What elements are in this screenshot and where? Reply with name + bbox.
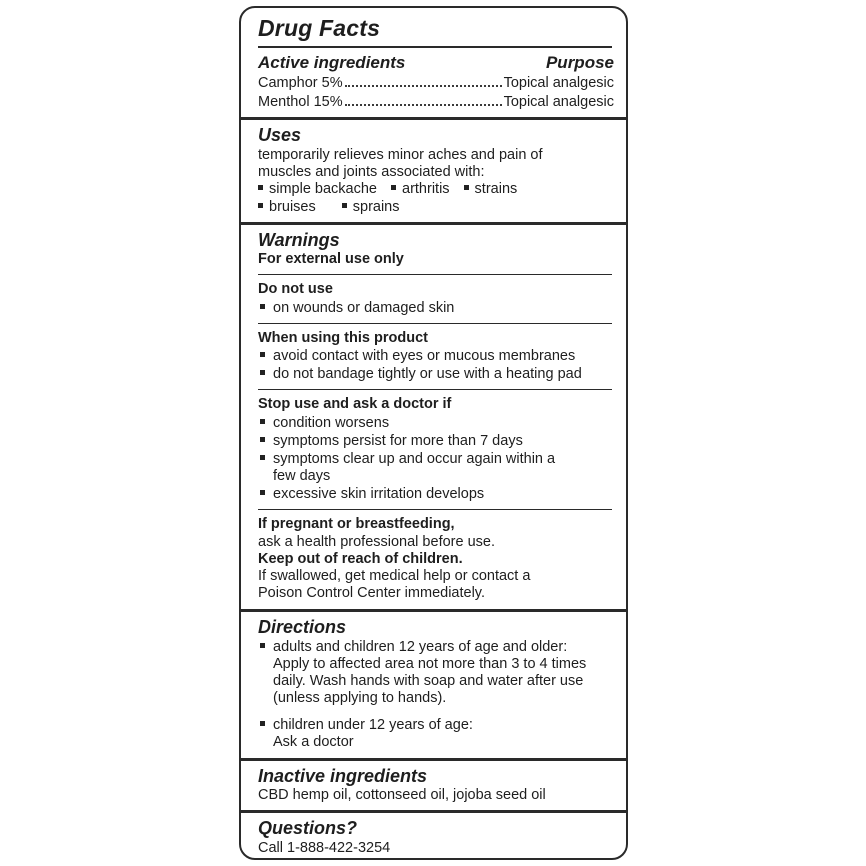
section-questions (241, 810, 626, 860)
uses-item (258, 199, 316, 217)
directions-heading: Directions (258, 616, 347, 637)
directions-body: Apply to affected area not more than 3 to 4 times daily. Wash hands with soap and water after use (unless applying to hands). (273, 656, 587, 707)
bullet-icon (464, 185, 469, 190)
active-ingredient-row (258, 94, 614, 111)
active-ingredients-header-row (258, 53, 614, 73)
warning-bullet-text: avoid contact with eyes or mucous membranes (273, 348, 576, 365)
uses-item-label: sprains (352, 198, 400, 215)
warning-bullet (258, 366, 614, 383)
leader-dots (345, 85, 502, 87)
bullet-icon (391, 185, 396, 190)
uses-item (342, 199, 400, 217)
drug-facts-title: Drug Facts (258, 15, 381, 41)
active-ingredient-row (258, 75, 614, 92)
uses-item-label: arthritis (402, 181, 450, 198)
warnings-divider (258, 509, 612, 510)
section-active-ingredients (241, 8, 626, 117)
bullet-icon (260, 455, 265, 460)
inactive-ingredients-text: CBD hemp oil, cottonseed oil, jojoba seed oil (258, 787, 546, 804)
bullet-icon (342, 203, 347, 208)
pregnancy-block (258, 516, 614, 602)
warning-bullet-text: condition worsens (273, 414, 390, 431)
warning-bullet (258, 433, 614, 450)
warning-bullet (258, 348, 614, 365)
directions-bullet-text (273, 639, 614, 707)
section-warnings (241, 222, 626, 608)
title-divider (258, 46, 612, 48)
directions-body: Ask a doctor (273, 733, 354, 750)
uses-item (258, 181, 377, 199)
stop-use-heading: Stop use and ask a doctor if (258, 396, 452, 413)
when-using-heading: When using this product (258, 329, 428, 346)
warning-bullet-text: symptoms clear up and occur again within a few days (273, 451, 556, 485)
warning-bullet (258, 451, 614, 485)
warnings-divider (258, 323, 612, 324)
section-directions (241, 609, 626, 758)
pregnant-text-line: ask a health professional before use. (258, 533, 495, 550)
uses-item (464, 181, 518, 199)
leader-dots (345, 104, 502, 106)
external-use-line: For external use only (258, 250, 404, 267)
warning-bullet (258, 415, 614, 432)
uses-heading: Uses (258, 125, 302, 146)
uses-item-label: simple backache (269, 181, 377, 198)
warnings-divider (258, 274, 612, 275)
bullet-icon (260, 419, 265, 424)
swallowed-text-line: If swallowed, get medical help or contact a Poison Control Center immediately. (258, 568, 531, 602)
directions-bullet-text (273, 717, 614, 751)
bullet-icon (260, 352, 265, 357)
warning-bullet-text: symptoms persist for more than 7 days (273, 432, 523, 449)
section-uses (241, 117, 626, 222)
bullet-icon (260, 437, 265, 442)
bullet-icon (258, 203, 263, 208)
uses-intro: temporarily relieves minor aches and pain of muscles and joints associated with: (258, 146, 543, 180)
bullet-icon (260, 370, 265, 375)
do-not-use-block (258, 281, 614, 317)
warning-bullet-text: on wounds or damaged skin (273, 299, 455, 316)
section-inactive-ingredients (241, 758, 626, 811)
stop-use-block (258, 396, 614, 503)
when-using-block (258, 330, 614, 384)
warning-bullet (258, 486, 614, 503)
warning-bullet-text: excessive skin irritation develops (273, 486, 485, 503)
uses-bullet-row (258, 199, 614, 217)
pregnant-bold-line: If pregnant or breastfeeding, (258, 516, 455, 533)
warnings-heading: Warnings (258, 230, 340, 251)
questions-heading: Questions? (258, 818, 358, 839)
drug-facts-label (239, 6, 628, 860)
inactive-ingredients-heading: Inactive ingredients (258, 765, 428, 786)
uses-item-label: strains (474, 181, 518, 198)
do-not-use-heading: Do not use (258, 281, 333, 298)
directions-lead: children under 12 years of age: (273, 716, 473, 733)
directions-bullet (258, 717, 614, 751)
warning-bullet-text: do not bandage tightly or use with a heating pad (273, 366, 582, 383)
bullet-icon (260, 490, 265, 495)
ingredient-purpose: Topical analgesic (503, 74, 614, 91)
ingredient-purpose: Topical analgesic (503, 94, 614, 111)
uses-item-label: bruises (269, 198, 316, 215)
questions-phone-text: Call 1-888-422-3254 (258, 840, 391, 857)
ingredient-name: Menthol 15% (258, 94, 343, 111)
ingredient-name: Camphor 5% (258, 74, 343, 91)
directions-lead: adults and children 12 years of age and older: (273, 639, 568, 656)
bullet-icon (260, 304, 265, 309)
uses-item (391, 181, 450, 199)
active-ingredients-heading: Active ingredients (258, 53, 406, 73)
bullet-icon (260, 643, 265, 648)
keep-out-of-reach-line: Keep out of reach of children. (258, 550, 463, 567)
bullet-icon (260, 721, 265, 726)
warning-bullet (258, 300, 614, 317)
directions-bullet (258, 639, 614, 707)
bullet-icon (258, 185, 263, 190)
warnings-divider (258, 389, 612, 390)
purpose-heading: Purpose (545, 53, 614, 73)
uses-bullet-row (258, 181, 614, 199)
